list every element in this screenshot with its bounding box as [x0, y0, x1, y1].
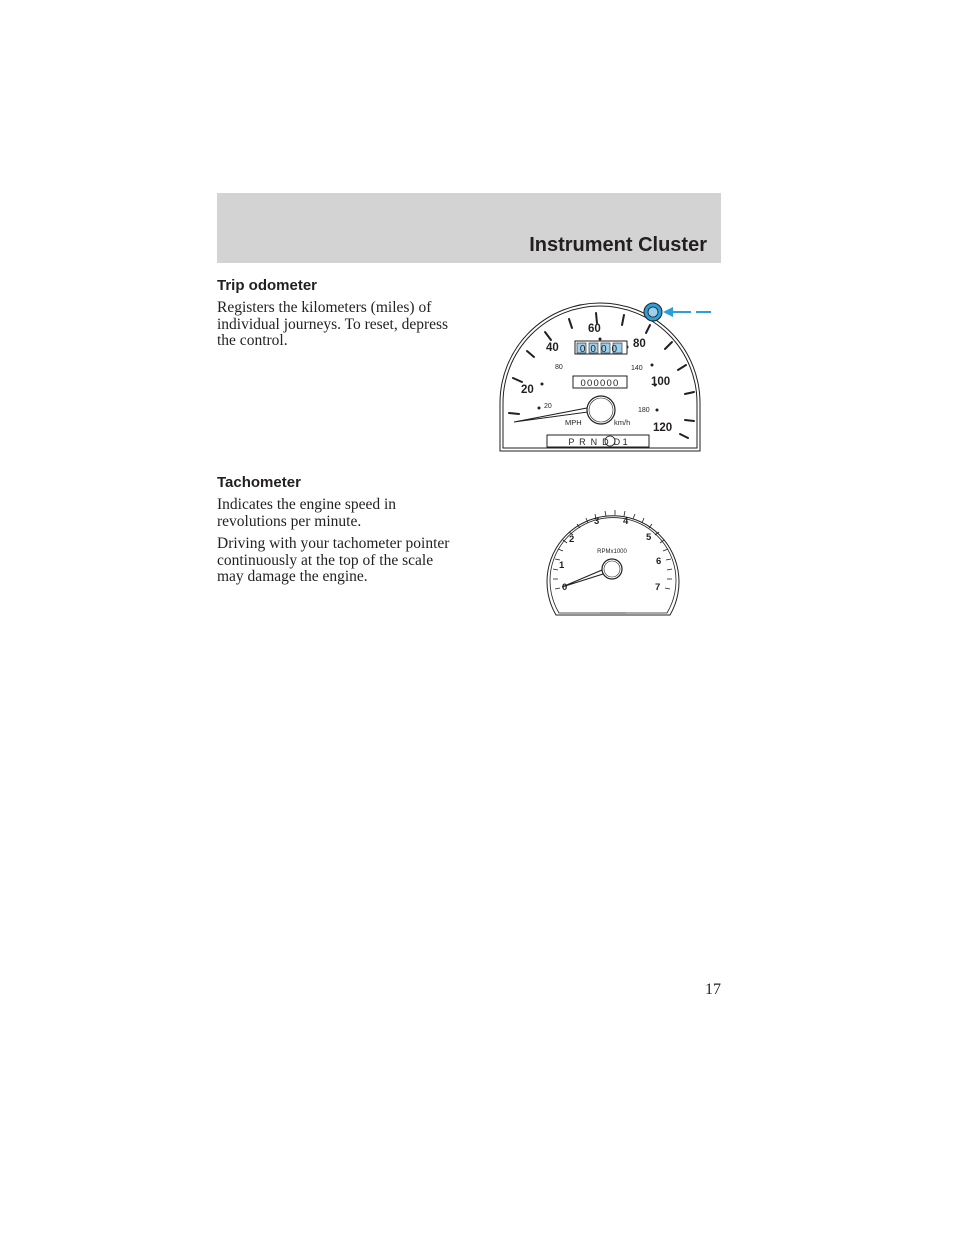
- mph-label-100: 100: [651, 376, 671, 388]
- tach-unit-label: RPMx1000: [597, 549, 627, 555]
- page-number: 17: [705, 981, 721, 998]
- trip-reset-knob: [644, 303, 662, 321]
- mph-label-120: 120: [653, 422, 673, 434]
- kmh-label-80: 80: [555, 364, 563, 371]
- section-header-band: [217, 193, 721, 263]
- mph-label-80: 80: [633, 338, 646, 350]
- tach-label-7: 7: [655, 582, 661, 593]
- tach-label-2: 2: [569, 534, 575, 545]
- kmh-label-180: 180: [638, 407, 650, 414]
- mph-unit-label: MPH: [565, 418, 582, 427]
- tachometer-figure: [542, 497, 684, 619]
- mph-label-40: 40: [546, 342, 559, 354]
- kmh-label-20: 20: [544, 403, 552, 410]
- trip-odometer-text: Registers the kilometers (miles) of individual journeys. To reset, depress the control.: [217, 299, 449, 350]
- tach-label-4: 4: [623, 516, 629, 527]
- kmh-unit-label: km/h: [614, 418, 631, 427]
- tach-label-0: 0: [562, 582, 568, 593]
- tach-label-6: 6: [656, 556, 662, 567]
- tach-label-3: 3: [594, 516, 600, 527]
- tach-label-5: 5: [646, 532, 652, 543]
- section-title: Instrument Cluster: [529, 234, 707, 256]
- trip-meter-display: [575, 341, 627, 355]
- tachometer-text-2: Driving with your tachometer pointer continuously at the top of the scale may damage the engine.: [217, 535, 450, 586]
- kmh-label-140: 140: [631, 365, 643, 372]
- mph-label-20: 20: [521, 384, 534, 396]
- tach-label-1: 1: [559, 560, 565, 571]
- trip-odometer-heading: Trip odometer: [217, 277, 318, 294]
- reset-arrow-icon: [663, 307, 711, 317]
- tachometer-text-1: Indicates the engine speed in revolutions per minute.: [217, 496, 397, 530]
- trip-meter-digits: 0000: [579, 344, 623, 355]
- prndl-indicator: P R N D D 1: [568, 437, 628, 447]
- odometer-digits: 000000: [580, 378, 620, 389]
- tachometer-heading: Tachometer: [217, 474, 301, 491]
- mph-label-60: 60: [588, 323, 601, 335]
- speedometer-figure: [495, 298, 720, 454]
